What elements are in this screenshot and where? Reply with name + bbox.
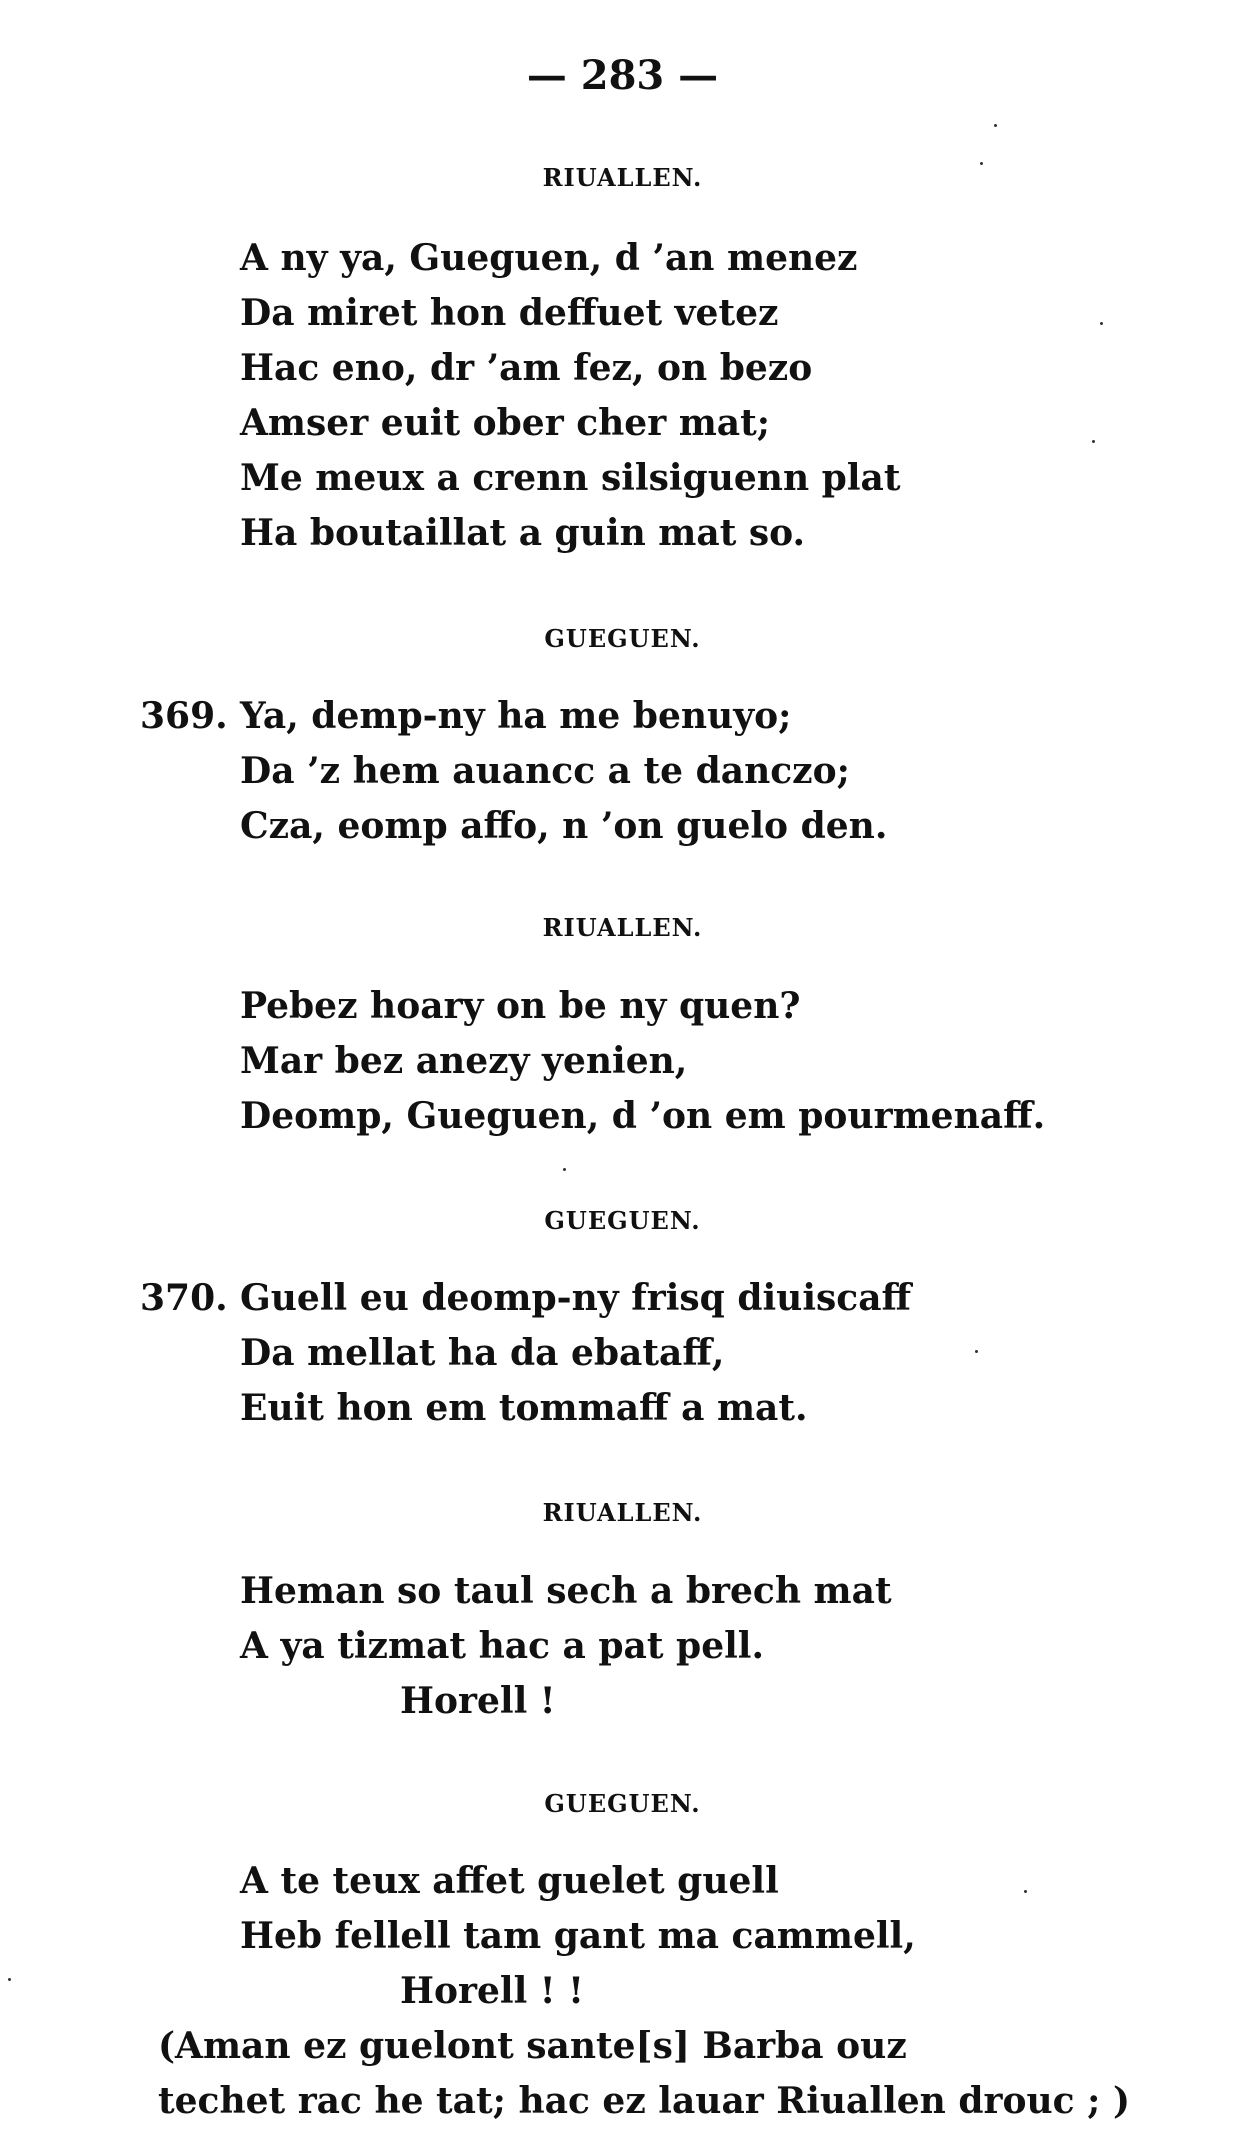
verse-line: Horell ! ! xyxy=(400,1970,584,2012)
verse-number: 369. xyxy=(140,695,228,737)
verse-line: Mar bez anezy yenien, xyxy=(240,1040,688,1082)
scan-speck xyxy=(1024,1890,1027,1893)
speaker-gueguen: GUEGUEN. xyxy=(544,1206,701,1235)
speaker-riuallen: RIUALLEN. xyxy=(542,163,703,192)
verse-line: Deomp, Gueguen, d ’on em pourmenaff. xyxy=(240,1095,1046,1137)
verse-line: Horell ! xyxy=(400,1680,556,1722)
verse-line: Hac eno, dr ’am fez, on bezo xyxy=(240,347,813,389)
verse-line: Amser euit ober cher mat; xyxy=(240,402,771,444)
page-number: — 283 — xyxy=(526,52,719,99)
verse-line: Da miret hon deffuet vetez xyxy=(240,292,779,334)
verse-line: Euit hon em tommaff a mat. xyxy=(240,1387,808,1429)
speaker-gueguen: GUEGUEN. xyxy=(544,1789,701,1818)
verse-line: Me meux a crenn silsiguenn plat xyxy=(240,457,901,499)
speaker-gueguen: GUEGUEN. xyxy=(544,624,701,653)
verse-line: Guell eu deomp-ny frisq diuiscaff xyxy=(240,1277,912,1319)
verse-line: Da ’z hem auancc a te danczo; xyxy=(240,750,850,792)
verse-line: A te teux affet guelet guell xyxy=(240,1860,779,1902)
scan-speck xyxy=(975,1350,978,1353)
stage-direction-line: (Aman ez guelont sante[s] Barba ouz xyxy=(158,2025,907,2067)
verse-number: 370. xyxy=(140,1277,228,1319)
verse-line: Ha boutaillat a guin mat so. xyxy=(240,512,806,554)
scan-speck xyxy=(1100,322,1103,325)
speaker-riuallen: RIUALLEN. xyxy=(542,1498,703,1527)
verse-line: Heb fellell tam gant ma cammell, xyxy=(240,1915,916,1957)
verse-line: A ny ya, Gueguen, d ’an menez xyxy=(240,237,858,279)
scan-speck xyxy=(980,162,983,165)
verse-line: A ya tizmat hac a pat pell. xyxy=(240,1625,765,1667)
verse-line: Da mellat ha da ebataff, xyxy=(240,1332,725,1374)
verse-line: Heman so taul sech a brech mat xyxy=(240,1570,892,1612)
scan-speck xyxy=(994,124,997,127)
verse-line: Ya, demp-ny ha me benuyo; xyxy=(240,695,792,737)
scan-speck xyxy=(8,1978,11,1981)
speaker-riuallen: RIUALLEN. xyxy=(542,913,703,942)
verse-line: Cza, eomp affo, n ’on guelo den. xyxy=(240,805,888,847)
scan-speck xyxy=(563,1168,566,1171)
scan-speck xyxy=(1092,440,1095,443)
verse-line: Pebez hoary on be ny quen? xyxy=(240,985,801,1027)
stage-direction-line: techet rac he tat; hac ez lauar Riuallen drouc ; ) xyxy=(158,2080,1130,2122)
